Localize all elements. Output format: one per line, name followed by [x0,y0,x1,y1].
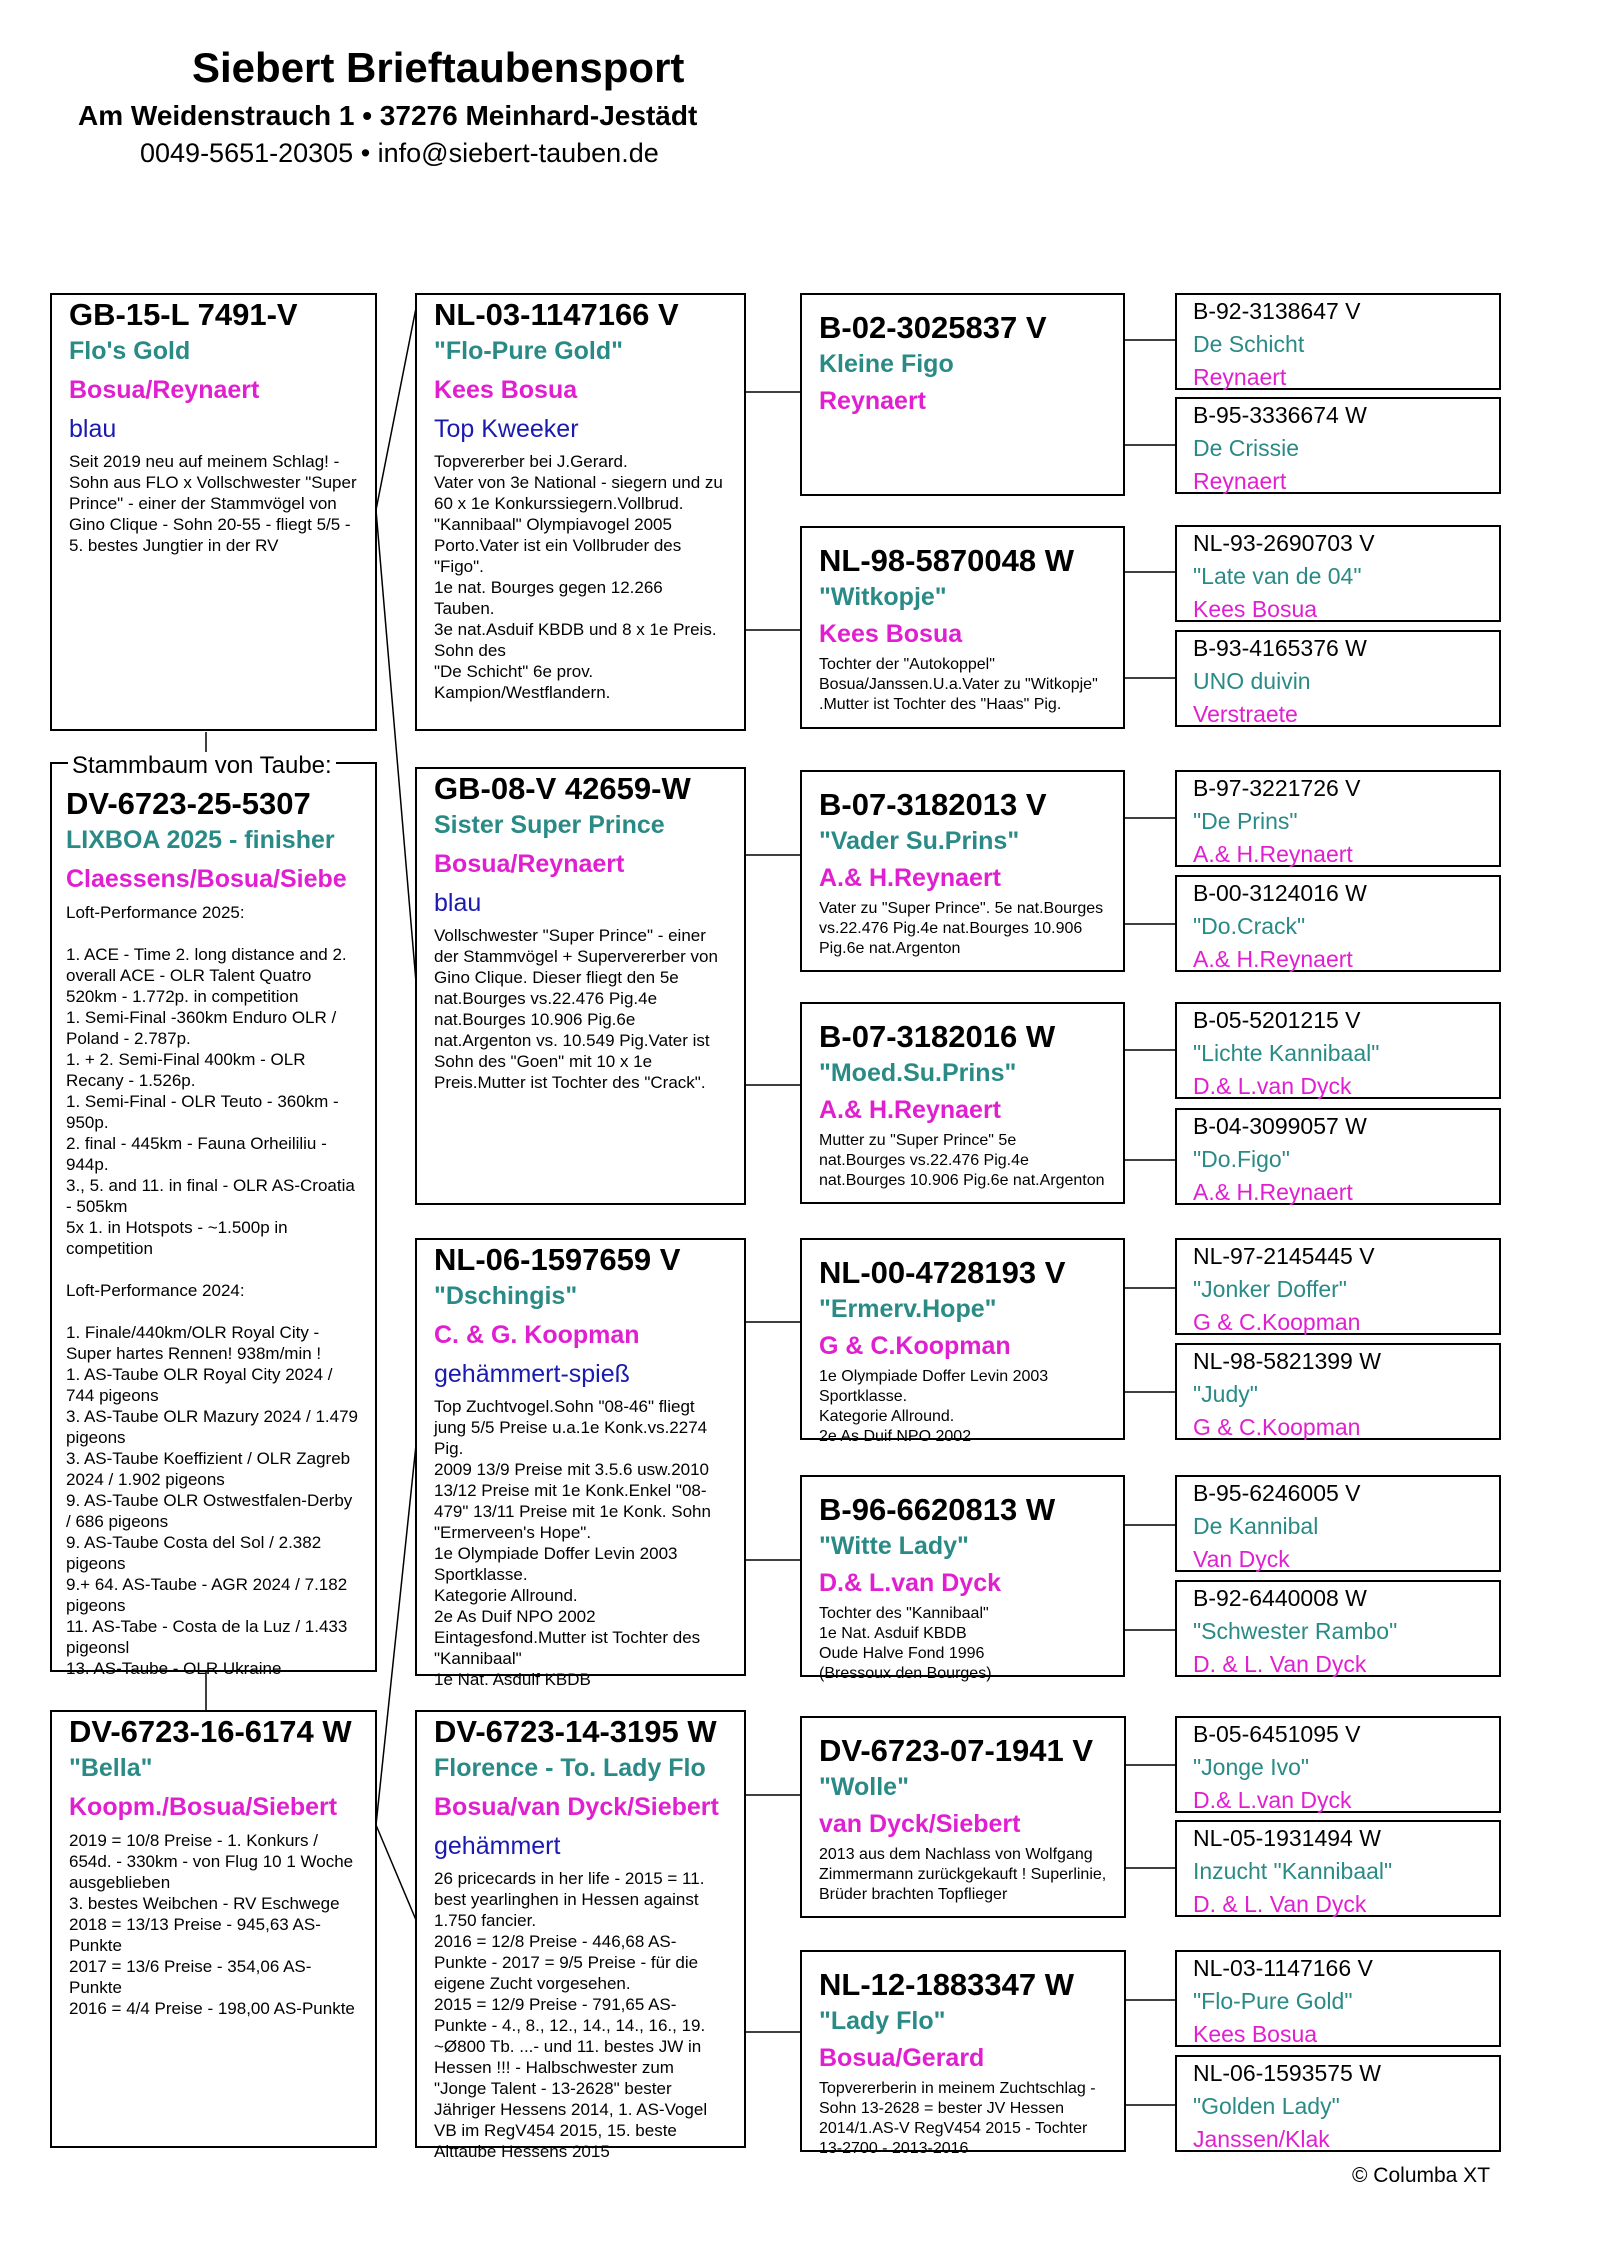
gg-grandparent-ring-number: B-92-3138647 V [1193,298,1361,324]
gg-grandparent-ring-number: B-00-3124016 W [1193,880,1367,906]
grandparent-name: Florence - To. Lady Flo [434,1754,706,1782]
mother-card[interactable] [50,1710,377,2148]
gg-grandparent-breeder: Kees Bosua [1193,596,1318,622]
gg-grandparent-ring-number: NL-97-2145445 V [1193,1243,1375,1269]
gg-grandparent-breeder: Verstraete [1193,701,1298,727]
great-grandparent-ring-number: NL-12-1883347 W [819,1967,1075,2002]
gg-grandparent-card[interactable] [1175,397,1501,494]
great-grandparent-ring-number: B-07-3182016 W [819,1019,1056,1054]
gg-grandparent-ring-number: B-95-6246005 V [1193,1480,1361,1506]
great-grandparent-name: "Witkopje" [819,583,947,611]
company-name: Siebert Brieftaubensport [192,44,685,91]
father-color: blau [69,415,117,443]
grandparent-card[interactable] [415,293,746,731]
gg-grandparent-ring-number: B-92-6440008 W [1193,1585,1367,1611]
gg-grandparent-breeder: A.& H.Reynaert [1193,841,1353,867]
gg-grandparent-name: "Do.Figo" [1193,1146,1290,1172]
great-grandparent-card[interactable] [800,1238,1125,1445]
father-name: Flo's Gold [69,337,191,365]
gg-grandparent-ring-number: B-97-3221726 V [1193,775,1361,801]
mother-ring-number: DV-6723-16-6174 W [69,1714,352,1749]
gg-grandparent-card[interactable] [1175,1950,1501,2047]
great-grandparent-card[interactable] [800,1716,1126,1918]
stammbaum-label: Stammbaum von Taube: [68,752,336,780]
gg-grandparent-ring-number: NL-06-1593575 W [1193,2060,1381,2086]
gg-grandparent-card[interactable] [1175,2055,1501,2152]
great-grandparent-breeder: D.& L.van Dyck [819,1569,1002,1597]
great-grandparent-ring-number: B-02-3025837 V [819,310,1047,345]
grandparent-description: Top Zuchtvogel.Sohn "08-46" fliegt jung 5/5 Preise u.a.1e Konk.vs.2274 Pig. 2009 13/9 Preise mit 3.5.6 usw.2010 13/12 Preise mit 1e Konk.Enkel "08-479" 13/11 Preise mit 1e Konk. Sohn "Ermerveen's Hope". 1e Olympiade Doffer Levin 2003 Sportklasse. Kategorie Allround. 2e As Duif NPO 2002 Eintagesfond.Mutter ist Tochter des "Kannibaal" 1e Nat. Asduif KBDB [434,1397,711,1689]
gg-grandparent-ring-number: B-93-4165376 W [1193,635,1367,661]
gg-grandparent-name: "De Prins" [1193,808,1298,834]
grandparent-description: Vollschwester "Super Prince" - einer der Stammvögel + Supervererber von Gino Clique. Dieser fliegt den 5e nat.Bourges vs.22.476 Pig.4e nat.Bourges 10.906 Pig.6e nat.Argenton vs. 10.549 Pig.Vater ist Sohn des "Goen" mit 10 x 1e Preis.Mutter ist Tochter des "Crack". [434,926,718,1092]
great-grandparent-ring-number: NL-00-4728193 V [819,1255,1066,1290]
great-grandparent-card[interactable] [800,1950,1126,2157]
gg-grandparent-ring-number: B-05-5201215 V [1193,1007,1361,1033]
great-grandparent-ring-number: B-07-3182013 V [819,787,1047,822]
gg-grandparent-card[interactable] [1175,1580,1501,1677]
gg-grandparent-card[interactable] [1175,1716,1501,1813]
grandparent-breeder: Bosua/van Dyck/Siebert [434,1793,719,1821]
copyright-notice: © Columba XT [1352,2164,1491,2187]
gg-grandparent-name: UNO duivin [1193,668,1311,694]
great-grandparent-description: Mutter zu "Super Prince" 5e nat.Bourges vs.22.476 Pig.4e nat.Bourges 10.906 Pig.6e nat.Argenton [819,1132,1105,1189]
gg-grandparent-name: "Judy" [1193,1381,1258,1407]
gg-grandparent-name: "Late van de 04" [1193,563,1362,589]
gg-grandparent-breeder: Van Dyck [1193,1546,1290,1572]
gg-grandparent-breeder: D.& L.van Dyck [1193,1787,1352,1813]
great-grandparent-name: "Wolle" [819,1773,909,1801]
grandparent-name: "Dschingis" [434,1282,578,1310]
grandparent-breeder: Bosua/Reynaert [434,850,625,878]
gg-grandparent-card[interactable] [1175,1475,1501,1572]
great-grandparent-description: Topvererberin in meinem Zuchtschlag - Sohn 13-2628 = bester JV Hessen 2014/1.AS-V RegV454 2015 - Tochter 13-2700 - 2013-2016 [819,2080,1096,2157]
great-grandparent-description: Tochter des "Kannibaal" 1e Nat. Asduif KBDB Oude Halve Fond 1996 (Bressoux den Bourges) [819,1605,992,1682]
gg-grandparent-card[interactable] [1175,1343,1501,1440]
gg-grandparent-name: "Do.Crack" [1193,913,1306,939]
gg-grandparent-ring-number: B-04-3099057 W [1193,1113,1367,1139]
gg-grandparent-card[interactable] [1175,630,1501,727]
great-grandparent-card[interactable] [800,526,1125,729]
gg-grandparent-breeder: A.& H.Reynaert [1193,1179,1353,1205]
gg-grandparent-name: Inzucht "Kannibaal" [1193,1858,1393,1884]
gg-grandparent-breeder: G & C.Koopman [1193,1414,1361,1440]
subject-breeder: Claessens/Bosua/Siebe [66,865,347,893]
great-grandparent-breeder: A.& H.Reynaert [819,1096,1001,1124]
grandparent-description: Topvererber bei J.Gerard. Vater von 3e National - siegern und zu 60 x 1e Konkurssiegern.Vollbrud. "Kannibaal" Olympiavogel 2005 Porto.Vater ist ein Vollbruder des "Figo". 1e nat. Bourges gegen 12.266 Tauben. 3e nat.Asduif KBDB und 8 x 1e Preis. Sohn des "De Schicht" 6e prov. Kampion/Westflandern. [434,452,723,702]
gg-grandparent-breeder: Reynaert [1193,468,1287,494]
father-description: Seit 2019 neu auf meinem Schlag! - Sohn aus FLO x Vollschwester "Super Prince" - einer der Stammvögel von Gino Clique - Sohn 20-55 - fliegt 5/5 - 5. bestes Jungtier in der RV [69,452,357,555]
gg-grandparent-name: "Jonge Ivo" [1193,1754,1310,1780]
gg-grandparent-breeder: D.& L.van Dyck [1193,1073,1352,1099]
great-grandparent-name: "Moed.Su.Prins" [819,1059,1017,1087]
grandparent-ring-number: GB-08-V 42659-W [434,771,691,806]
gg-grandparent-name: De Schicht [1193,331,1305,357]
father-card[interactable] [50,293,377,731]
gg-grandparent-breeder: A.& H.Reynaert [1193,946,1353,972]
great-grandparent-card[interactable] [800,1002,1125,1204]
great-grandparent-ring-number: B-96-6620813 W [819,1492,1056,1527]
gg-grandparent-breeder: Reynaert [1193,364,1287,390]
great-grandparent-name: "Lady Flo" [819,2007,946,2035]
great-grandparent-name: "Vader Su.Prins" [819,827,1020,855]
grandparent-breeder: Kees Bosua [434,376,578,404]
great-grandparent-ring-number: NL-98-5870048 W [819,543,1075,578]
gg-grandparent-name: De Crissie [1193,435,1300,461]
grandparent-description: 26 pricecards in her life - 2015 = 11. best yearlinghen in Hessen against 1.750 fancier. 2016 = 12/8 Preise - 446,68 AS-Punkte - 2017 = 9/5 Preise - für die eigene Zucht vorgesehen. 2015 = 12/9 Preise - 791,65 AS-Punkte - 4., 8., 12., 14., 14., 16., 19. ~Ø800 Tb. ...- und 11. bestes JW in Hessen !!! - Halbschwester zum "Jonge Talent - 13-2628" bester Jähriger Hessens 2014, 1. AS-Vogel VB im RegV454 2015, 15. beste Alttaube Hessens 2015 [434,1869,708,2161]
company-contact: 0049-5651-20305 • info@siebert-tauben.de [140,138,659,168]
great-grandparent-name: "Ermerv.Hope" [819,1295,997,1323]
gg-grandparent-name: "Flo-Pure Gold" [1193,1988,1353,2014]
gg-grandparent-name: "Jonker Doffer" [1193,1276,1347,1302]
great-grandparent-description: 2013 aus dem Nachlass von Wolfgang Zimmermann zurückgekauft ! Superlinie, Brüder brachten Topflieger [819,1846,1107,1903]
gg-grandparent-breeder: Janssen/Klak [1193,2126,1330,2152]
grandparent-card[interactable] [415,1238,746,1689]
gg-grandparent-ring-number: B-05-6451095 V [1193,1721,1361,1747]
gg-grandparent-breeder: D. & L. Van Dyck [1193,1651,1367,1677]
great-grandparent-ring-number: DV-6723-07-1941 V [819,1733,1094,1768]
gg-grandparent-card[interactable] [1175,1002,1501,1099]
great-grandparent-description: 1e Olympiade Doffer Levin 2003 Sportklasse. Kategorie Allround. 2e As Duif NPO 2002 [819,1368,1049,1445]
great-grandparent-description: Tochter der "Autokoppel" Bosua/Janssen.U.a.Vater zu "Witkopje" .Mutter ist Tochter des "Haas" Pig. [819,656,1098,713]
great-grandparent-name: Kleine Figo [819,350,954,378]
gg-grandparent-breeder: G & C.Koopman [1193,1309,1361,1335]
great-grandparent-card[interactable] [800,1475,1125,1682]
grandparent-ring-number: DV-6723-14-3195 W [434,1714,717,1749]
grandparent-color: gehämmert [434,1832,561,1860]
grandparent-card[interactable] [415,1710,746,2161]
mother-breeder: Koopm./Bosua/Siebert [69,1793,338,1821]
great-grandparent-breeder: A.& H.Reynaert [819,864,1001,892]
company-address: Am Weidenstrauch 1 • 37276 Meinhard-Jestädt [78,100,698,131]
subject-performance: Loft-Performance 2025: 1. ACE - Time 2. long distance and 2. overall ACE - OLR Talent Quatro 520km - 1.772p. in competition 1. Semi-Final -360km Enduro OLR / Poland - 2.787p. 1. + 2. Semi-Final 400km - OLR Recany - 1.526p. 1. Semi-Final - OLR Teuto - 360km - 950p. 2. final - 445km - Fauna Orheililiu - 944p. 3., 5. and 11. in final - OLR AS-Croatia - 505km 5x 1. in Hotspots - ~1.500p in competition Loft-Performance 2024: 1. Finale/440km/OLR Royal City - Super hartes Rennen! 938m/min ! 1. AS-Taube OLR Royal City 2024 / 744 pigeons 3. AS-Taube OLR Mazury 2024 / 1.479 pigeons 3. AS-Taube Koeffizient / OLR Zagreb 2024 / 1.902 pigeons 9. AS-Taube OLR Ostwestfalen-Derby / 686 pigeons 9. AS-Taube Costa del Sol / 2.382 pigeons 9.+ 64. AS-Taube - AGR 2024 / 7.182 pigeons 11. AS-Tabe - Costa de la Luz / 1.433 pigeonsl 13. AS-Taube - OLR Ukraine [66,903,359,1678]
gg-grandparent-ring-number: NL-98-5821399 W [1193,1348,1381,1374]
gg-grandparent-breeder: D. & L. Van Dyck [1193,1891,1367,1917]
father-ring-number: GB-15-L 7491-V [69,297,298,332]
grandparent-ring-number: NL-03-1147166 V [434,297,679,332]
great-grandparent-description: Vater zu "Super Prince". 5e nat.Bourges vs.22.476 Pig.4e nat.Bourges 10.906 Pig.6e nat.Argenton [819,900,1104,957]
father-breeder: Bosua/Reynaert [69,376,260,404]
gg-grandparent-name: "Golden Lady" [1193,2093,1340,2119]
gg-grandparent-name: De Kannibal [1193,1513,1319,1539]
great-grandparent-breeder: Bosua/Gerard [819,2044,985,2072]
grandparent-card[interactable] [415,767,746,1205]
grandparent-color: blau [434,889,482,917]
great-grandparent-breeder: Kees Bosua [819,620,963,648]
great-grandparent-breeder: van Dyck/Siebert [819,1810,1021,1838]
gg-grandparent-ring-number: NL-93-2690703 V [1193,530,1375,556]
subject-ring-number: DV-6723-25-5307 [66,786,311,821]
grandparent-color: gehämmert-spieß [434,1360,630,1388]
mother-description: 2019 = 10/8 Preise - 1. Konkurs / 654d. - 330km - von Flug 10 1 Woche ausgeblieben 3. bestes Weibchen - RV Eschwege 2018 = 13/13 Preise - 945,63 AS-Punkte 2017 = 13/6 Preise - 354,06 AS-Punkte 2016 = 4/4 Preise - 198,00 AS-Punkte [69,1831,355,2018]
grandparent-color: Top Kweeker [434,415,579,443]
gg-grandparent-card[interactable] [1175,525,1501,622]
mother-name: "Bella" [69,1754,153,1782]
gg-grandparent-card[interactable] [1175,1820,1501,1917]
great-grandparent-breeder: G & C.Koopman [819,1332,1011,1360]
gg-grandparent-ring-number: NL-03-1147166 V [1193,1955,1373,1981]
gg-grandparent-name: "Schwester Rambo" [1193,1618,1398,1644]
gg-grandparent-card[interactable] [1175,770,1501,867]
grandparent-ring-number: NL-06-1597659 V [434,1242,681,1277]
gg-grandparent-card[interactable] [1175,875,1501,972]
grandparent-name: Sister Super Prince [434,811,665,839]
subject-name: LIXBOA 2025 - finisher [66,826,335,854]
grandparent-name: "Flo-Pure Gold" [434,337,623,365]
gg-grandparent-ring-number: B-95-3336674 W [1193,402,1367,428]
gg-grandparent-card[interactable] [1175,1108,1501,1205]
gg-grandparent-card[interactable] [1175,293,1501,390]
great-grandparent-breeder: Reynaert [819,387,926,415]
gg-grandparent-card[interactable] [1175,1238,1501,1335]
gg-grandparent-name: "Lichte Kannibaal" [1193,1040,1380,1066]
subject-card[interactable] [50,762,377,1678]
great-grandparent-card[interactable] [800,293,1125,496]
great-grandparent-card[interactable] [800,770,1125,972]
great-grandparent-name: "Witte Lady" [819,1532,969,1560]
gg-grandparent-ring-number: NL-05-1931494 W [1193,1825,1381,1851]
grandparent-breeder: C. & G. Koopman [434,1321,640,1349]
gg-grandparent-breeder: Kees Bosua [1193,2021,1318,2047]
